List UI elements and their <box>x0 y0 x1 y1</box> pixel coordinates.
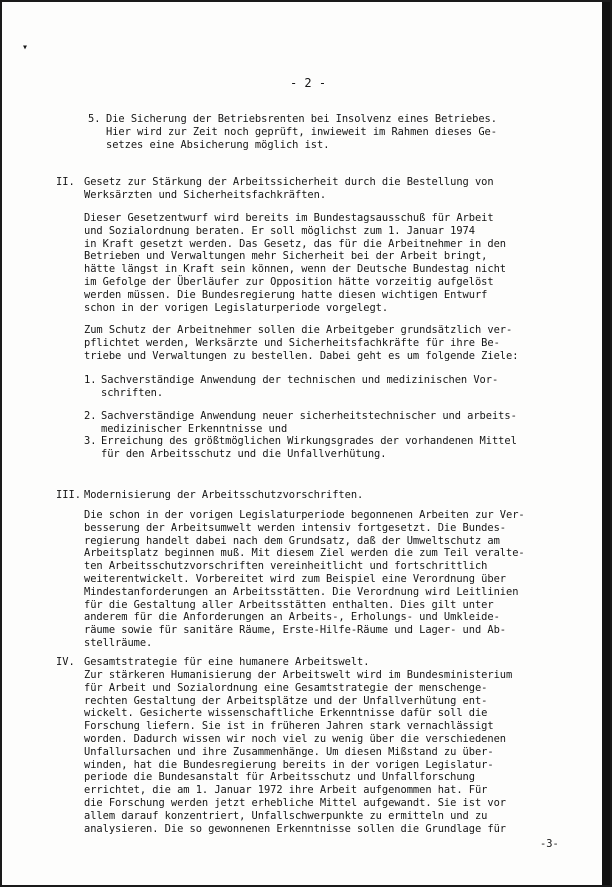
goal-number: 1. <box>84 374 97 386</box>
section-3-heading: Modernisierung der Arbeitsschutzvorschriften. <box>84 489 364 501</box>
goal-item: Sachverständige Anwendung der technischen und medizinischen Vor- schriften. <box>101 374 499 399</box>
scan-mark: ▾ <box>22 42 29 53</box>
section-4-heading: Gesamtstrategie für eine humanere Arbeitswelt. <box>84 656 370 668</box>
section-3-body: Die schon in der vorigen Legislaturperiode begonnenen Arbeiten zur Ver- besserung der Arbeitsumwelt werden intensiv fortgesetzt. Die Bundes- regierung handelt dabei nach dem Grundsatz, daß der Umweltschutz am Arbeitsplatz beginnen muß. Mit diesem Ziel werden die zum Teil veralte- ten Arbeitsschutzvorschriften vereinheitlicht und fortschrittlich weiterentwickelt. Vorbereitet wird zum Beispiel eine Verordnung über Mindestanforderungen an Arbeitsstätten. Die Verordnung wird Leitlinien für die Gestaltung aller Arbeitsstätten enthalten. Dies gilt unter anderem für die Anforderungen an Arbeits-, Erholungs- und Umkleide- räume sowie für sanitäre Räume, Erste-Hilfe-Räume und Lager- und Ab- stellräume. <box>84 509 525 649</box>
section-numeral: II. <box>56 176 75 188</box>
section-numeral: III. <box>56 489 82 501</box>
goal-item: Sachverständige Anwendung neuer sicherheitstechnischer und arbeits- medizinischer Erkenntnisse und <box>101 410 517 435</box>
item-5-text: Die Sicherung der Betriebsrenten bei Insolvenz eines Betriebes. Hier wird zur Zeit noch geprüft, inwieweit im Rahmen dieses Ge- setzes eine Absicherung möglich ist. <box>106 113 497 151</box>
continuation-marker: -3- <box>540 838 559 850</box>
item-number: 5. <box>88 113 101 125</box>
section-numeral: IV. <box>56 656 75 668</box>
goal-item: Erreichung des größtmöglichen Wirkungsgrades der vorhandenen Mittel für den Arbeitsschutz und die Unfallverhütung. <box>101 435 517 460</box>
section-4-body: Zur stärkeren Humanisierung der Arbeitswelt wird im Bundesministerium für Arbeit und Sozialordnung eine Gesamtstrategie der menschenge- rechten Gestaltung der Arbeitsplätze und der Unfallverhütung ent- wickelt. Gesicherte wissenschaftliche Erkenntnisse dafür soll die Forschung liefern. Sie ist in früheren Jahren stark vernachlässigt worden. Dadurch wissen wir noch viel zu wenig über die verschiedenen Unfallursachen und ihre Zusammenhänge. Um diesen Mißstand zu über- winden, hat die Bundesregierung bereits in der vorigen Legislatur- periode die Bundesanstalt für Arbeitsschutz und Unfallforschung errichtet, die am 1. Januar 1972 ihre Arbeit aufgenommen hat. Für die Forschung werden jetzt erhebliche Mittel aufgewandt. Sie ist vor allem darauf konzentriert, Unfallschwerpunkte zu ermitteln und zu analysieren. Die so gewonnenen Erkenntnisse sollen die Grundlage für <box>84 669 513 835</box>
goal-number: 3. <box>84 435 97 447</box>
page-number: - 2 - <box>289 76 327 90</box>
scan-edge <box>602 2 610 885</box>
section-2-paragraph-1: Dieser Gesetzentwurf wird bereits im Bundestagsausschuß für Arbeit und Sozialordnung beraten. Er soll möglichst zum 1. Januar 1974 in Kraft gesetzt werden. Das Gesetz, das für die Arbeitnehmer in den Betrieben und Verwaltungen mehr Sicherheit bei der Arbeit bringt, hätte längst in Kraft sein können, wenn der Deutsche Bundestag nicht im Gefolge der Überläufer zur Opposition hätte vorzeitig aufgelöst werden müssen. Die Bundesregierung hatte diesen wichtigen Entwurf schon in der vorigen Legislaturperiode vorgelegt. <box>84 212 506 314</box>
section-2-paragraph-2: Zum Schutz der Arbeitnehmer sollen die Arbeitgeber grundsätzlich ver- pflichtet werden, Werksärzte und Sicherheitsfachkräfte für ihre Be- triebe und Verwaltungen zu bestellen. Dabei geht es um folgende Ziele: <box>84 324 519 362</box>
goal-number: 2. <box>84 410 97 422</box>
section-2-heading: Gesetz zur Stärkung der Arbeitssicherheit durch die Bestellung von Werksärzten und Sicherheitsfachkräften. <box>84 176 494 201</box>
